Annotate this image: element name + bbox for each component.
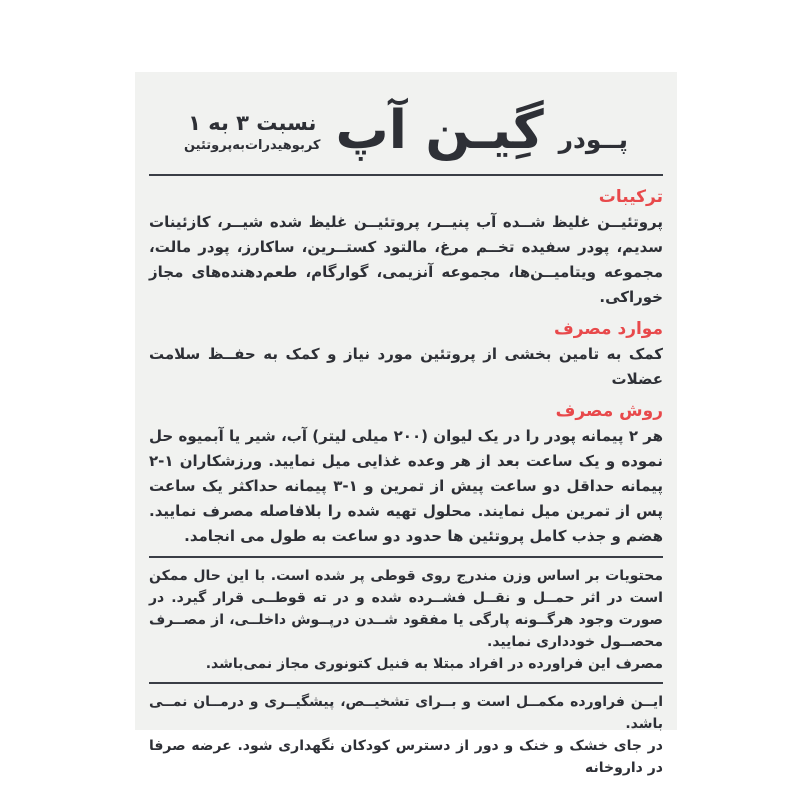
storage-instruction: در جای خشک و خنک و دور از دسترس کودکان نگهداری شود. عرضه صرفا در داروخانه [149, 738, 663, 776]
ingredients-text: پروتئیــن غلیظ شــده آب پنیــر، پروتئیــن غلیظ شده شیــر، کازئینات سدیم، پودر سفیده تخــم مرغ، مالتود کستــرین، ساکارز، پودر مالت، مجموعه ویتامیــن‌ها، مجموعه آنزیمی، گوارگام، طعم‌دهنده‌های مجاز خوراکی. [149, 213, 663, 306]
header-divider-line [149, 174, 663, 176]
indications-text: کمک به تامین بخشی از پروتئین مورد نیاز و کمک به حفــظ سلامت عضلات [149, 345, 663, 388]
bottom-divider-line [149, 682, 663, 684]
directions-text: هر ۲ پیمانه پودر را در یک لیوان (۲۰۰ میلی لیتر) آب، شیر یا آبمیوه حل نموده و یک ساعت بعد از هر وعده غذایی میل نمایید. ورزشکاران ۱-۲ پیمانه حداقل دو ساعت پیش از تمرین و ۱-۳ پیمانه حداکثر یک ساعت پس از تمرین میل نمایند. محلول تهیه شده را بلافاصله مصرف نمایید. هضم و جذب کامل پروتئین ها حدود دو ساعت به طول می انجامد. [149, 427, 663, 545]
product-type-text: پــودر [558, 124, 629, 154]
footer-divider-line [149, 556, 663, 558]
section-heading-ingredients: ترکیبات [598, 187, 663, 207]
ratio-text: نسبت ۳ به ۱ [188, 111, 317, 135]
section-heading-indications: موارد مصرف [553, 319, 663, 339]
ratio-block [184, 111, 321, 153]
label-header [149, 82, 663, 174]
section-heading-directions: روش مصرف [555, 401, 663, 421]
ratio-subtitle-text: کربوهیدرات‌به‌پروتئین [183, 138, 321, 153]
brand-name: گِیـن آپ [335, 99, 544, 161]
supplement-disclaimer: ایــن فراورده مکمــل است و بــرای تشخیــص، پیشگیــری و درمــان نمــی باشد. [149, 694, 663, 732]
contents-settling-note: محتویات بر اساس وزن مندرج روی قوطی پر شده است. با این حال ممکن است در اثر حمــل و نقــل فشــرده شده و در ته قوطــی قرار گیرد. در صورت وجود هرگــونه پارگی یا مفقود شــدن درپــوش داخلــی، از مصــرف محصــول خودداری نمایید. [149, 568, 663, 650]
label-footer-notes [149, 556, 663, 779]
supplement-label-card [135, 72, 677, 776]
phenylketonuria-warning: مصرف این فراورده در افراد مبتلا به فنیل کتونوری مجاز نمی‌باشد. [205, 656, 663, 672]
label-sections [149, 187, 663, 549]
